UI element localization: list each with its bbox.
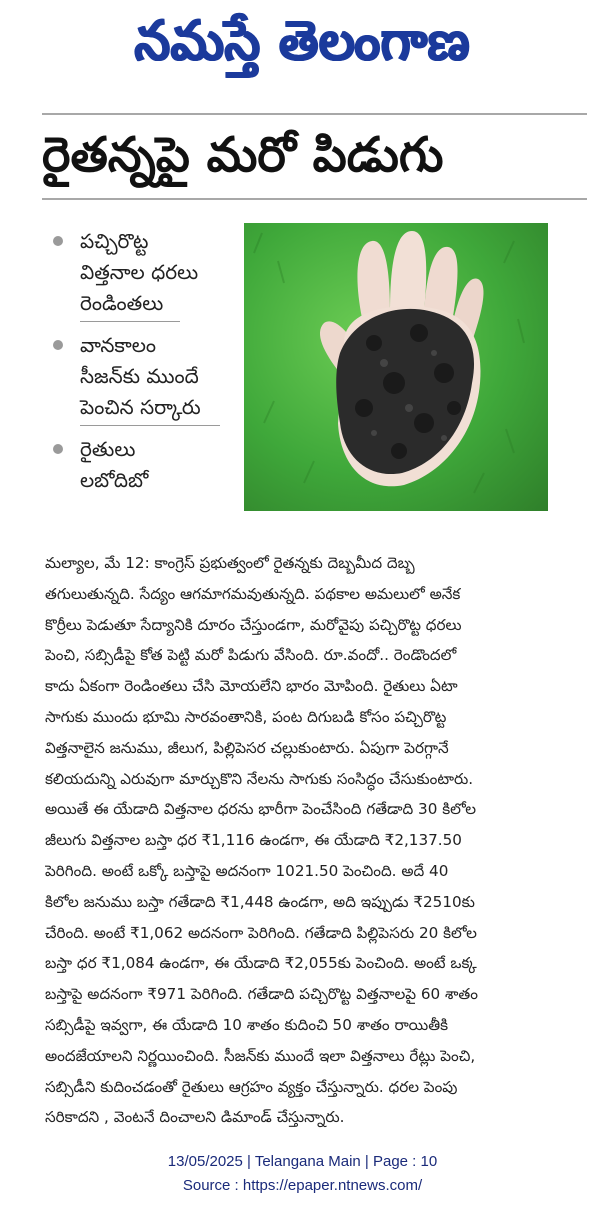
highlights-list [50, 226, 240, 504]
article-line: సరికాదని , వెంటనే దించాలని డిమాండ్ చేస్తున్నారు. [45, 1108, 345, 1127]
highlight-item [50, 330, 240, 426]
highlight-item [50, 434, 240, 496]
article-body [45, 548, 593, 1133]
highlight-line: విత్తనాల ధరలు [80, 260, 199, 284]
masthead-title: నమస్తే తెలంగాణ [134, 9, 471, 73]
footer-source: Source : https://epaper.ntnews.com/ [182, 1177, 423, 1194]
article-line: కొర్రీలు పెడుతూ సేద్యానికి దూరం చేస్తుండగా, మరోవైపు పచ్చిరొట్ట ధరలు [45, 615, 462, 634]
masthead [0, 0, 605, 82]
headline-top-rule [42, 113, 587, 115]
highlight-line: లబోదిబో [80, 468, 149, 492]
article-line: మల్యాల, మే 12: కాంగ్రెస్ ప్రభుత్వంలో రైతన్నకు దెబ్బమీద దెబ్బ [45, 554, 415, 572]
article-line: సబ్సిడీని కుదించడంతో రైతులు ఆగ్రహం వ్యక్తం చేస్తున్నారు. ధరల పెంపు [45, 1077, 458, 1096]
article-line: అందజేయాలని నిర్ణయించింది. సీజన్‌కు ముందే ఇలా విత్తనాలు రేట్లు పెంచి, [45, 1046, 476, 1065]
article-line: కిలోల జనుము బస్తా గతేడాది ₹1,448 ఉండగా, అది ఇప్పుడు ₹2510కు [45, 892, 475, 911]
article-line: తగులుతున్నది. సేద్యం ఆగమాగమవుతున్నది. పథకాల అమలులో అనేక [45, 584, 461, 603]
article-line: కలియదున్ని ఎరువుగా మార్చుకొని నేలను సాగుకు సంసిద్ధం చేసుకుంటారు. [45, 769, 474, 788]
article-line: సాగుకు ముందు భూమి సారవంతానికి, పంట దిగుబడి కోసం పచ్చిరొట్ట [45, 707, 447, 726]
article-line: కాదు ఏకంగా రెండింతలు చేసి మోయలేని భారం మోపింది. రైతులు ఏటా [45, 677, 458, 696]
highlight-line: రెండింతలు [80, 291, 164, 315]
bullet-dot [53, 236, 63, 246]
highlight-underline [80, 425, 220, 426]
bullet-dot [53, 444, 63, 454]
page-footer [0, 1150, 605, 1198]
hand-holding-soil-image [244, 223, 548, 511]
headline-bottom-rule [42, 198, 587, 200]
article-line: జీలుగు విత్తనాల బస్తా ధర ₹1,116 ఉండగా, ఈ యేడాది ₹2,137.50 [45, 831, 462, 850]
article-line: బస్తా ధర ₹1,084 ఉండగా, ఈ యేడాది ₹2,055కు పెంచింది. అంటే ఒక్క [45, 954, 477, 973]
article-line: అయితే ఈ యేడాది విత్తనాల ధరను భారీగా పెంచేసింది గతేడాది 30 కిలోల [45, 800, 476, 819]
bullet-dot [53, 340, 63, 350]
highlight-line: పచ్చిరొట్ట [80, 229, 149, 253]
article-line: విత్తనాలైన జనుము, జీలుగ, పిల్లిపెసర చల్లుకుంటారు. ఏపుగా పెరగ్గానే [45, 738, 449, 757]
article-line: పెరిగింది. అంటే ఒక్కో బస్తాపై అదనంగా 1021.50 పెంచింది. అదే 40 [45, 861, 449, 880]
highlight-line: పెంచిన సర్కారు [80, 395, 201, 419]
article-line: చేరింది. అంటే ₹1,062 అదనంగా పెరిగింది. గతేడాది పిల్లిపెసరు 20 కిలోల [45, 923, 477, 942]
article-line: బస్తాపై అదనంగా ₹971 పెరిగింది. గతేడాది పచ్చిరొట్ట విత్తనాలపై 60 శాతం [45, 985, 478, 1004]
article-line: సబ్సిడీపై ఇవ్వగా, ఈ యేడాది 10 శాతం కుదించి 50 శాతం రాయితీకి [45, 1015, 449, 1034]
footer-date-edition-page: 13/05/2025 | Telangana Main | Page : 10 [167, 1153, 438, 1170]
highlight-underline [80, 321, 180, 322]
highlight-line: వానకాలం [80, 333, 157, 357]
headline: రైతన్నపై మరో పిడుగు [42, 127, 444, 183]
article-line: పెంచి, సబ్సిడీపై కోత పెట్టి మరో పిడుగు వేసింది. రూ.వందో.. రెండొందలో [45, 646, 457, 665]
highlight-item [50, 226, 240, 322]
news-photo [244, 223, 548, 511]
highlight-line: రైతులు [80, 437, 136, 461]
highlight-line: సీజన్‌కు ముందే [80, 364, 199, 388]
